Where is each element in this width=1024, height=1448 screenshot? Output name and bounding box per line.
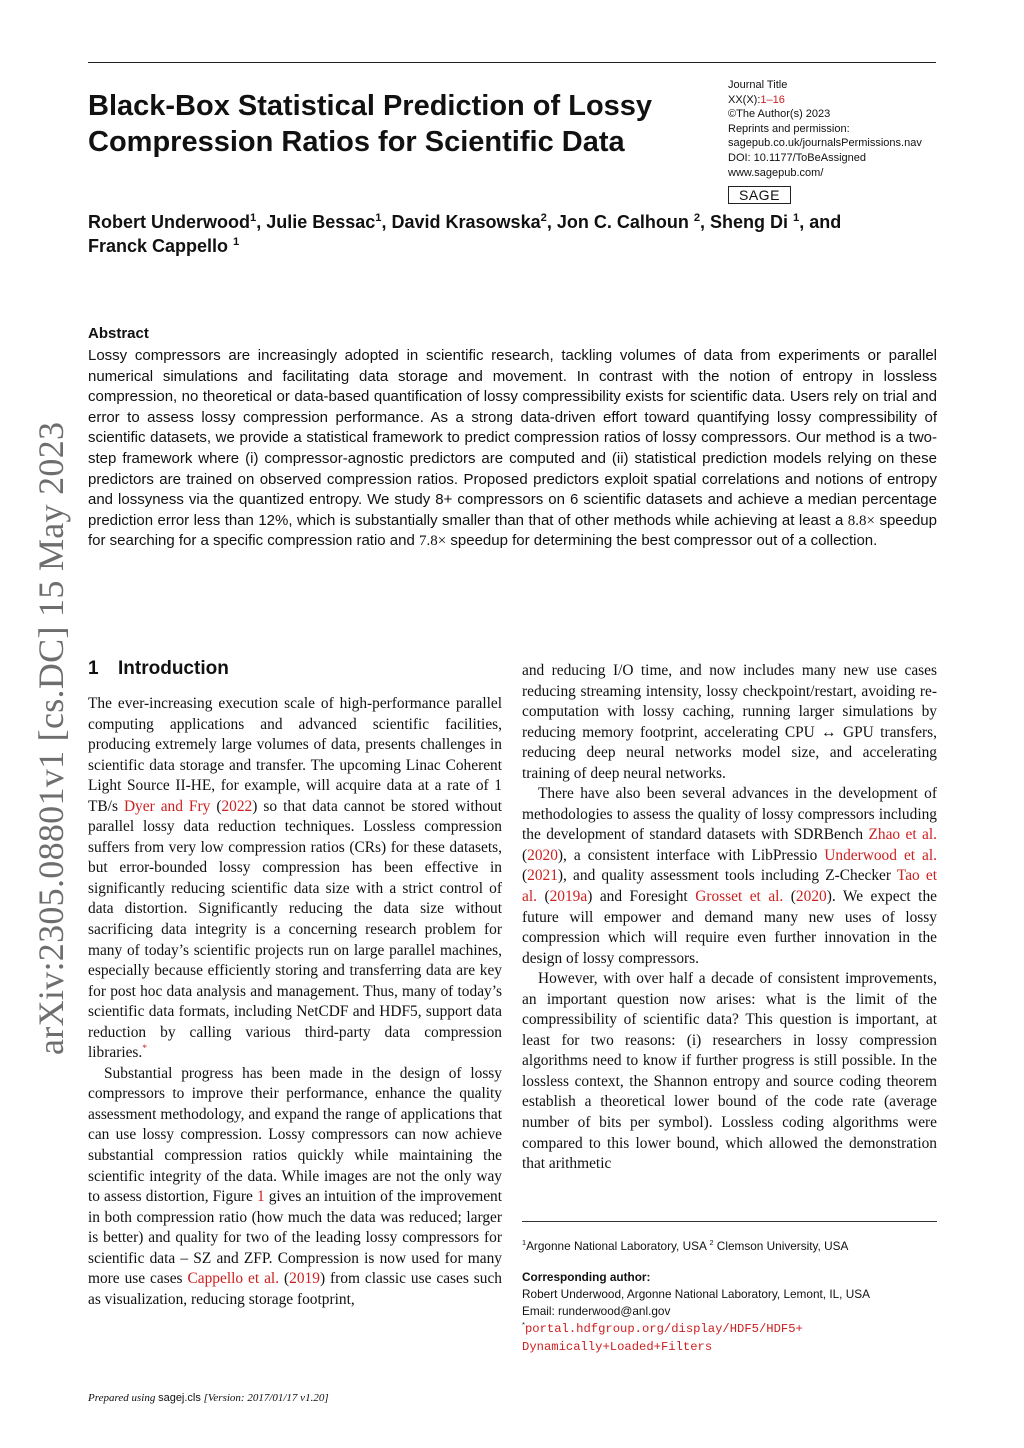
citation-year-link[interactable]: 2019a — [549, 888, 588, 906]
doi: DOI: 10.1177/ToBeAssigned — [728, 151, 866, 164]
prepared-prefix: Prepared using — [88, 1392, 159, 1404]
paragraph-text: ) from classic use cases such as visualization, reducing storage footprint, — [88, 1270, 503, 1308]
paper-title — [88, 88, 688, 160]
paragraph-text: ) so that data cannot be stored without parallel lossy data reduction techniques. Lossless compression suffers from very low compression ratios (CRs) for these datasets, but error-bounded lossy compression has been effective in significantly reducing scientific data size with a strict control of data distortion. Significantly reducing the data size without sacrificing data integrity is a concerning research problem for many of today’s scientific projects run on large parallel machines, especially because efficiently storing and transferring data are key for post hoc data analysis and management. Thus, many of today’s scientific data formats, including NetCDF and HDF5, support data reduction by calling various third-party data compression libraries. — [88, 797, 502, 1062]
footnote-url — [522, 1320, 942, 1356]
footnote-rule — [522, 1221, 937, 1222]
paragraph-text: ), a consistent interface with LibPressio — [557, 846, 825, 864]
author-line-2 — [88, 234, 938, 258]
footnote-link[interactable]: portal.hdfgroup.org/display/HDF5/HDF5+ — [524, 1322, 803, 1336]
abstract-text: speedup for determining the best compressor out of a collection. — [446, 532, 878, 550]
citation-cappello[interactable]: Cappello et al. — [187, 1270, 280, 1288]
page-range-link[interactable]: 1–16 — [760, 93, 785, 106]
abstract-text: speedup for searching for a specific compression ratio and — [88, 511, 937, 550]
left-column — [88, 694, 502, 1310]
footnote-link[interactable]: Dynamically+Loaded+Filters — [522, 1340, 713, 1354]
affiliation-mark: 2 — [540, 212, 547, 224]
intro-paragraph-2 — [88, 1064, 502, 1311]
journal-volume — [728, 93, 938, 108]
citation-grosset[interactable]: Grosset et al. — [695, 888, 784, 906]
citation-zhao[interactable]: Zhao et al. — [868, 826, 937, 844]
corresponding-author-heading: Corresponding author: — [522, 1270, 651, 1284]
header-rule — [88, 62, 936, 63]
author-list — [88, 210, 938, 258]
affiliation-argonne: Argonne National Laboratory, USA — [526, 1239, 710, 1253]
right-column — [522, 661, 937, 1175]
affiliation-mark: 2 — [709, 1238, 714, 1248]
intro-paragraph-4 — [522, 784, 937, 969]
paragraph-text: gives an intuition of the improvement in both compression ratio (how much the data was reduced; larger is better) and quality for two of the leading lossy compressors for scientific data – SZ and ZFP. Compression is now used for many more use cases — [88, 1188, 503, 1288]
author-di: , Sheng Di — [700, 212, 794, 232]
website: www.sagepub.com/ — [728, 166, 824, 179]
abstract-body — [88, 346, 937, 552]
speedup-value: 8.8× — [847, 512, 875, 529]
paragraph-text: ( — [279, 1270, 290, 1288]
affiliation-clemson: Clemson University, USA — [713, 1239, 849, 1253]
abstract-heading: Abstract — [88, 325, 149, 342]
paragraph-text: ( — [210, 797, 222, 815]
citation-underwood[interactable]: Underwood et al. — [824, 846, 937, 864]
copyright: ©The Author(s) 2023 — [728, 108, 831, 121]
citation-year-link[interactable]: 2021 — [527, 867, 558, 885]
author-bessac: , Julie Bessac — [256, 212, 376, 232]
affiliation-mark: 1 — [522, 1238, 527, 1248]
section-title: Introduction — [118, 658, 229, 679]
paragraph-text: Substantial progress has been made in the design of lossy compressors to improve their performance, enhance the quality assessment methodology, and expand the range of applications that can use lossy compression. Lossy compressors can now achieve substantial compression ratios quickly while maintaining the scientific integrity of the data. While images are not the only way to assess distortion, Figure — [88, 1064, 502, 1206]
paragraph-text: ( — [536, 888, 550, 906]
prepared-using-note — [88, 1392, 329, 1404]
volume-prefix: XX(X): — [728, 93, 761, 106]
section-number: 1 — [88, 658, 99, 679]
author-cappello: Franck Cappello — [88, 236, 234, 256]
abstract-text: Lossy compressors are increasingly adopted in scientific research, tackling volumes of data from experiments or parallel numerical simulations and facilitating data storage and movement. In contrast with the notion of entropy in lossless compression, no theoretical or data-based quantification of lossy compressibility exists for scientific data. Users rely on trial and error to assess lossy compression performance. As a strong data-driven effort toward quantifying lossy compressibility of scientific datasets, we provide a statistical framework to predict compression ratios of lossy compressors. Our method is a two-step framework where (i) compressor-agnostic predictors are computed and (ii) statistical prediction models relying on these predictors are trained on observed compression ratios. Proposed predictors exploit spatial correlations and notions of entropy and lossyness via the quantized entropy. We study 8+ compressors on 6 scientific datasets and achieve a median percentage prediction error less than 12%, which is substantially smaller than that of other methods while achieving at least a — [88, 347, 937, 529]
journal-info — [728, 78, 938, 205]
author-line-1 — [88, 210, 938, 234]
class-version: [Version: 2017/01/17 v1.20] — [200, 1392, 329, 1404]
affiliation-mark: 1 — [250, 212, 257, 224]
author-underwood: Robert Underwood — [88, 212, 250, 232]
title-line-2: Compression Ratios for Scientific Data — [88, 126, 625, 158]
footnotes — [522, 1238, 942, 1356]
section-heading — [88, 658, 229, 680]
citation-year-link[interactable]: 2020 — [795, 888, 827, 906]
intro-paragraph-3: and reducing I/O time, and now includes many new use cases reducing streaming intensity, lossy checkpoint/restart, avoiding re-computation with lossy caching, running larger simulations by reducing memory footprint, accelerating CPU ↔ GPU transfers, reducing deep neural networks model size, and accelerating training of deep neural networks. — [522, 662, 937, 782]
affiliation-mark: 1 — [233, 236, 240, 248]
reprints-label: Reprints and permission: — [728, 122, 850, 135]
speedup-value: 7.8× — [419, 533, 447, 550]
citation-tao[interactable]: Tao et al. — [522, 867, 937, 906]
corresponding-author-name: Robert Underwood, Argonne National Laboratory, Lemont, IL, USA — [522, 1287, 870, 1301]
paragraph-text: The ever-increasing execution scale of high-performance parallel computing applications and advanced scientific facilities, producing extremely large volumes of data, presents challenges in scientific data storage and transfer. The upcoming Linac Coherent Light Source II-HE, for example, will acquire data at a rate of 1 TB/s — [88, 695, 502, 815]
affiliation-mark: 1 — [793, 212, 800, 224]
paragraph-text: ( — [522, 846, 528, 864]
affiliations — [522, 1238, 942, 1255]
intro-paragraph-1 — [88, 694, 502, 1064]
author-calhoun: , Jon C. Calhoun — [546, 212, 694, 232]
journal-name: Journal Title — [728, 79, 788, 91]
title-line-1: Black-Box Statistical Prediction of Lossy — [88, 90, 653, 122]
paragraph-text: ) and Foresight — [587, 888, 696, 906]
paragraph-text: There have also been several advances in the development of methodologies to assess the quality of lossy compressors including the development of standard datasets with SDRBench — [522, 785, 937, 844]
paragraph-text: ), and quality assessment tools including Z-Checker — [557, 867, 897, 885]
corresponding-author-email: Email: runderwood@anl.gov — [522, 1304, 671, 1318]
author-krasowska: , David Krasowska — [381, 212, 541, 232]
abstract-section — [88, 325, 937, 552]
footnote-marker: * — [522, 1319, 525, 1329]
author-conjunction: , and — [799, 212, 842, 232]
citation-dyer-fry[interactable]: Dyer and Fry — [123, 797, 211, 815]
arxiv-stamp: arXiv:2305.08801v1 [cs.DC] 15 May 2023 — [31, 421, 71, 1055]
citation-year-link[interactable]: 2019 — [289, 1270, 320, 1288]
reprints-url: sagepub.co.uk/journalsPermissions.nav — [728, 137, 922, 150]
paragraph-text: ( — [783, 888, 796, 906]
figure-reference-link[interactable]: 1 — [256, 1188, 265, 1206]
intro-paragraph-5: However, with over half a decade of consistent improvements, an important question now arises: what is the limit of the compressibility of scientific data? This question is important, at least for two reasons: (i) researchers in lossy compression algorithms need to know if further progress is still possible. In the lossless context, the Shannon entropy and source coding theorem establish a theoretical lower bound of the code rate (average number of bits per symbol). Lossless coding algorithms were compared to this lower bound, which allowed the demonstration that arithmetic — [522, 970, 937, 1173]
footnote-marker[interactable]: * — [142, 1043, 148, 1055]
class-file-name: sagej.cls — [158, 1392, 201, 1404]
paragraph-text: ( — [522, 867, 528, 885]
affiliation-mark: 1 — [375, 212, 382, 224]
paragraph-text: ). We expect the future will empower and demand many new uses of lossy compression which will require even further innovation in the design of lossy compressors. — [522, 888, 937, 967]
citation-year-link[interactable]: 2020 — [527, 846, 558, 864]
sage-logo: SAGE — [728, 186, 791, 204]
citation-year-link[interactable]: 2022 — [221, 797, 253, 815]
affiliation-mark: 2 — [693, 212, 701, 224]
